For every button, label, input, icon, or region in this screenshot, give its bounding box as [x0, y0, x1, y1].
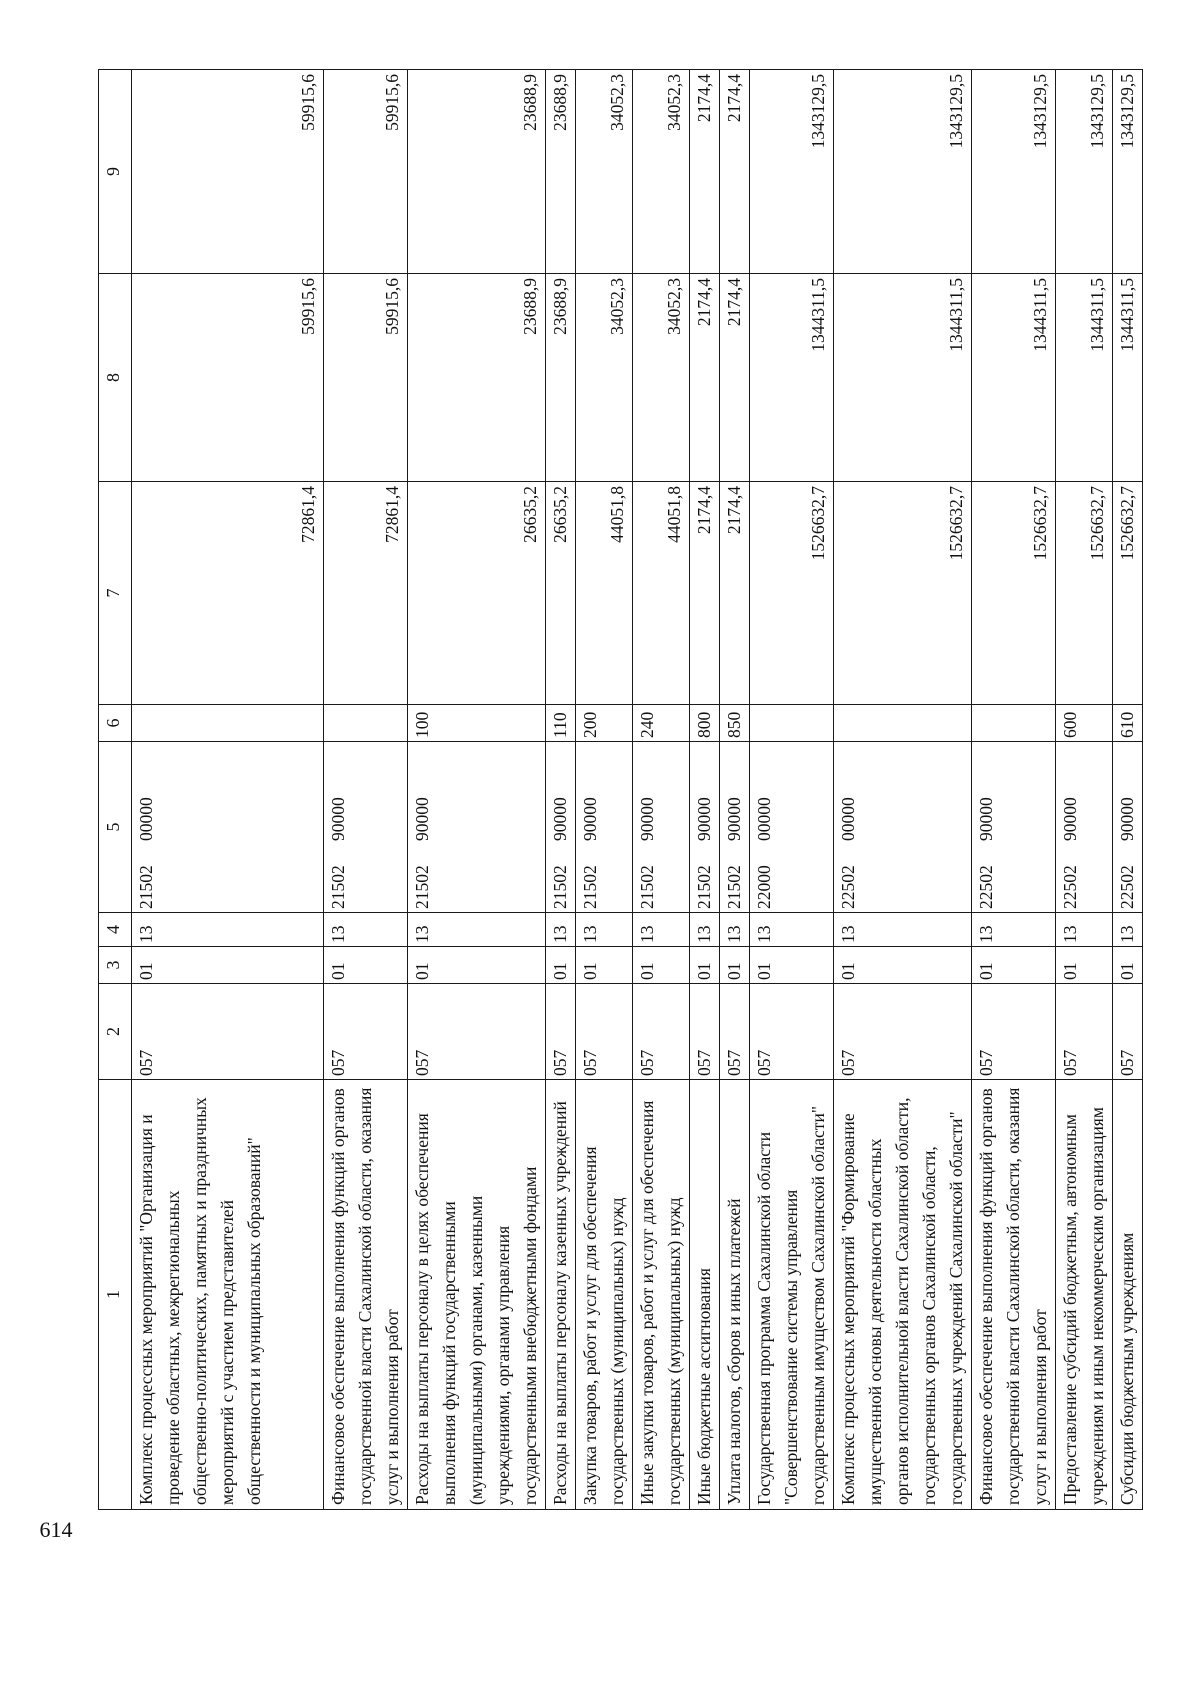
table-header — [99, 70, 132, 1510]
table-row — [408, 70, 546, 1510]
cell-target-code — [720, 742, 750, 913]
budget-table — [98, 69, 1143, 1510]
cell-amount-col8: 1344311,5 — [1056, 274, 1113, 482]
row-name: Предоставление субсидий бюджетным, автономным учреждениям и иным некоммерческим организациям — [1056, 1080, 1113, 1510]
table-row — [720, 70, 750, 1510]
cell-amount-col7: 44051,8 — [576, 482, 633, 705]
row-name: Комплекс процессных мероприятий "Формирование имущественной основы деятельности областных органов исполнительной власти Сахалинской области, государственных органов Сахалинской области, государственных учреждений Сахалинской области" — [834, 1080, 972, 1510]
target-code-program: 22502 — [1117, 865, 1137, 909]
cell-expense-type: 200 — [576, 705, 633, 742]
cell-subsection-code: 13 — [324, 913, 408, 947]
cell-section-code: 01 — [720, 947, 750, 984]
cell-section-code: 01 — [132, 947, 324, 984]
cell-subsection-code: 13 — [834, 913, 972, 947]
cell-subsection-code: 13 — [633, 913, 690, 947]
header-col-5: 5 — [99, 742, 132, 913]
cell-amount-col9: 1343129,5 — [834, 70, 972, 274]
cell-amount-col9: 23688,9 — [546, 70, 576, 274]
table-row — [576, 70, 633, 1510]
cell-amount-col9: 34052,3 — [633, 70, 690, 274]
cell-amount-col8: 59915,6 — [324, 274, 408, 482]
cell-ministry-code: 057 — [834, 984, 972, 1080]
cell-ministry-code: 057 — [1056, 984, 1113, 1080]
cell-expense-type: 610 — [1113, 705, 1143, 742]
cell-amount-col7: 26635,2 — [408, 482, 546, 705]
row-name: Государственная программа Сахалинской области "Совершенствование системы управления государственным имуществом Сахалинской области" — [750, 1080, 834, 1510]
target-code-program: 22502 — [976, 865, 996, 909]
cell-expense-type: 110 — [546, 705, 576, 742]
target-code-program: 21502 — [136, 865, 156, 909]
target-code-direction: 90000 — [694, 797, 714, 841]
cell-subsection-code: 13 — [972, 913, 1056, 947]
target-code-program: 21502 — [694, 865, 714, 909]
target-code-direction: 90000 — [580, 797, 600, 841]
header-col-8: 8 — [99, 274, 132, 482]
cell-amount-col9: 1343129,5 — [1113, 70, 1143, 274]
cell-subsection-code: 13 — [720, 913, 750, 947]
cell-expense-type — [972, 705, 1056, 742]
target-code-direction: 90000 — [724, 797, 744, 841]
table-row — [1056, 70, 1113, 1510]
table-row — [633, 70, 690, 1510]
target-code-program: 21502 — [580, 865, 600, 909]
page-number: 614 — [39, 1517, 73, 1542]
cell-section-code: 01 — [324, 947, 408, 984]
cell-amount-col9: 2174,4 — [690, 70, 720, 274]
cell-target-code — [408, 742, 546, 913]
target-code-program: 21502 — [550, 865, 570, 909]
cell-amount-col8: 34052,3 — [576, 274, 633, 482]
header-col-2: 2 — [99, 984, 132, 1080]
cell-amount-col8: 1344311,5 — [972, 274, 1056, 482]
cell-subsection-code: 13 — [546, 913, 576, 947]
cell-expense-type — [132, 705, 324, 742]
cell-target-code — [750, 742, 834, 913]
target-code-direction: 90000 — [1117, 797, 1137, 841]
cell-subsection-code: 13 — [750, 913, 834, 947]
cell-amount-col7: 2174,4 — [690, 482, 720, 705]
cell-ministry-code: 057 — [750, 984, 834, 1080]
cell-amount-col8: 1344311,5 — [834, 274, 972, 482]
header-col-9: 9 — [99, 70, 132, 274]
cell-ministry-code: 057 — [1113, 984, 1143, 1080]
cell-amount-col8: 59915,6 — [132, 274, 324, 482]
cell-amount-col9: 1343129,5 — [750, 70, 834, 274]
cell-target-code — [633, 742, 690, 913]
cell-amount-col9: 1343129,5 — [972, 70, 1056, 274]
row-name: Расходы на выплаты персоналу казенных учреждений — [546, 1080, 576, 1510]
cell-amount-col9: 2174,4 — [720, 70, 750, 274]
target-code-program: 22000 — [754, 865, 774, 909]
row-name: Финансовое обеспечение выполнения функций органов государственной власти Сахалинской области, оказания услуг и выполнения работ — [324, 1080, 408, 1510]
target-code-program: 21502 — [724, 865, 744, 909]
cell-amount-col7: 1526632,7 — [1056, 482, 1113, 705]
cell-amount-col9: 59915,6 — [132, 70, 324, 274]
row-name: Комплекс процессных мероприятий "Организация и проведение областных, межрегиональных общественно-политических, памятных и праздничных мероприятий с участием представителей общественности и муниципальных образований" — [132, 1080, 324, 1510]
cell-expense-type — [750, 705, 834, 742]
cell-amount-col8: 1344311,5 — [1113, 274, 1143, 482]
target-code-direction: 00000 — [754, 797, 774, 841]
target-code-direction: 00000 — [838, 797, 858, 841]
cell-subsection-code: 13 — [1113, 913, 1143, 947]
cell-target-code — [1113, 742, 1143, 913]
cell-subsection-code: 13 — [690, 913, 720, 947]
target-code-program: 21502 — [637, 865, 657, 909]
cell-subsection-code: 13 — [1056, 913, 1113, 947]
cell-section-code: 01 — [1113, 947, 1143, 984]
cell-target-code — [576, 742, 633, 913]
row-name: Расходы на выплаты персоналу в целях обеспечения выполнения функций государственными (муниципальными) органами, казенными учреждениями, органами управления государственными внебюджетными фондами — [408, 1080, 546, 1510]
cell-section-code: 01 — [576, 947, 633, 984]
cell-amount-col8: 23688,9 — [408, 274, 546, 482]
target-code-direction: 90000 — [412, 797, 432, 841]
cell-section-code: 01 — [546, 947, 576, 984]
cell-expense-type: 600 — [1056, 705, 1113, 742]
cell-section-code: 01 — [1056, 947, 1113, 984]
target-code-program: 22502 — [838, 865, 858, 909]
table-row — [546, 70, 576, 1510]
target-code-direction: 90000 — [1060, 797, 1080, 841]
cell-amount-col7: 2174,4 — [720, 482, 750, 705]
table-row — [324, 70, 408, 1510]
target-code-direction: 90000 — [637, 797, 657, 841]
row-name: Иные бюджетные ассигнования — [690, 1080, 720, 1510]
header-col-1: 1 — [99, 1080, 132, 1510]
header-col-6: 6 — [99, 705, 132, 742]
cell-target-code — [546, 742, 576, 913]
header-col-4: 4 — [99, 913, 132, 947]
cell-subsection-code: 13 — [132, 913, 324, 947]
row-name: Иные закупки товаров, работ и услуг для обеспечения государственных (муниципальных) нужд — [633, 1080, 690, 1510]
cell-section-code: 01 — [690, 947, 720, 984]
cell-amount-col7: 1526632,7 — [1113, 482, 1143, 705]
cell-ministry-code: 057 — [633, 984, 690, 1080]
table-row — [972, 70, 1056, 1510]
cell-ministry-code: 057 — [546, 984, 576, 1080]
row-name: Закупка товаров, работ и услуг для обеспечения государственных (муниципальных) нужд — [576, 1080, 633, 1510]
cell-amount-col9: 23688,9 — [408, 70, 546, 274]
cell-subsection-code: 13 — [408, 913, 546, 947]
cell-amount-col7: 1526632,7 — [750, 482, 834, 705]
target-code-program: 21502 — [328, 865, 348, 909]
table-row — [690, 70, 720, 1510]
cell-target-code — [132, 742, 324, 913]
cell-section-code: 01 — [972, 947, 1056, 984]
target-code-program: 21502 — [412, 865, 432, 909]
target-code-direction: 90000 — [328, 797, 348, 841]
cell-target-code — [1056, 742, 1113, 913]
header-row — [99, 70, 132, 1510]
cell-amount-col9: 1343129,5 — [1056, 70, 1113, 274]
cell-expense-type: 850 — [720, 705, 750, 742]
cell-amount-col7: 72861,4 — [132, 482, 324, 705]
cell-ministry-code: 057 — [408, 984, 546, 1080]
rotated-content — [39, 70, 1137, 1542]
cell-target-code — [972, 742, 1056, 913]
cell-ministry-code: 057 — [324, 984, 408, 1080]
cell-amount-col9: 59915,6 — [324, 70, 408, 274]
target-code-direction: 90000 — [550, 797, 570, 841]
cell-expense-type: 100 — [408, 705, 546, 742]
table-row — [132, 70, 324, 1510]
cell-target-code — [690, 742, 720, 913]
header-col-7: 7 — [99, 482, 132, 705]
cell-target-code — [834, 742, 972, 913]
cell-expense-type — [834, 705, 972, 742]
cell-amount-col7: 26635,2 — [546, 482, 576, 705]
cell-section-code: 01 — [750, 947, 834, 984]
cell-amount-col8: 34052,3 — [633, 274, 690, 482]
cell-amount-col8: 1344311,5 — [750, 274, 834, 482]
cell-amount-col7: 1526632,7 — [972, 482, 1056, 705]
cell-target-code — [324, 742, 408, 913]
cell-ministry-code: 057 — [576, 984, 633, 1080]
target-code-program: 22502 — [1060, 865, 1080, 909]
target-code-direction: 90000 — [976, 797, 996, 841]
cell-amount-col8: 2174,4 — [720, 274, 750, 482]
cell-expense-type: 800 — [690, 705, 720, 742]
cell-section-code: 01 — [834, 947, 972, 984]
cell-ministry-code: 057 — [132, 984, 324, 1080]
cell-amount-col7: 1526632,7 — [834, 482, 972, 705]
header-col-3: 3 — [99, 947, 132, 984]
cell-section-code: 01 — [408, 947, 546, 984]
table-row — [1113, 70, 1143, 1510]
target-code-direction: 00000 — [136, 797, 156, 841]
cell-amount-col7: 44051,8 — [633, 482, 690, 705]
row-name: Уплата налогов, сборов и иных платежей — [720, 1080, 750, 1510]
cell-expense-type: 240 — [633, 705, 690, 742]
cell-ministry-code: 057 — [972, 984, 1056, 1080]
cell-ministry-code: 057 — [690, 984, 720, 1080]
row-name: Финансовое обеспечение выполнения функций органов государственной власти Сахалинской области, оказания услуг и выполнения работ — [972, 1080, 1056, 1510]
cell-ministry-code: 057 — [720, 984, 750, 1080]
cell-amount-col7: 72861,4 — [324, 482, 408, 705]
row-name: Субсидии бюджетным учреждениям — [1113, 1080, 1143, 1510]
table-body — [132, 70, 1143, 1510]
cell-section-code: 01 — [633, 947, 690, 984]
table-row — [834, 70, 972, 1510]
cell-amount-col8: 2174,4 — [690, 274, 720, 482]
cell-subsection-code: 13 — [576, 913, 633, 947]
cell-amount-col8: 23688,9 — [546, 274, 576, 482]
cell-expense-type — [324, 705, 408, 742]
table-row — [750, 70, 834, 1510]
cell-amount-col9: 34052,3 — [576, 70, 633, 274]
